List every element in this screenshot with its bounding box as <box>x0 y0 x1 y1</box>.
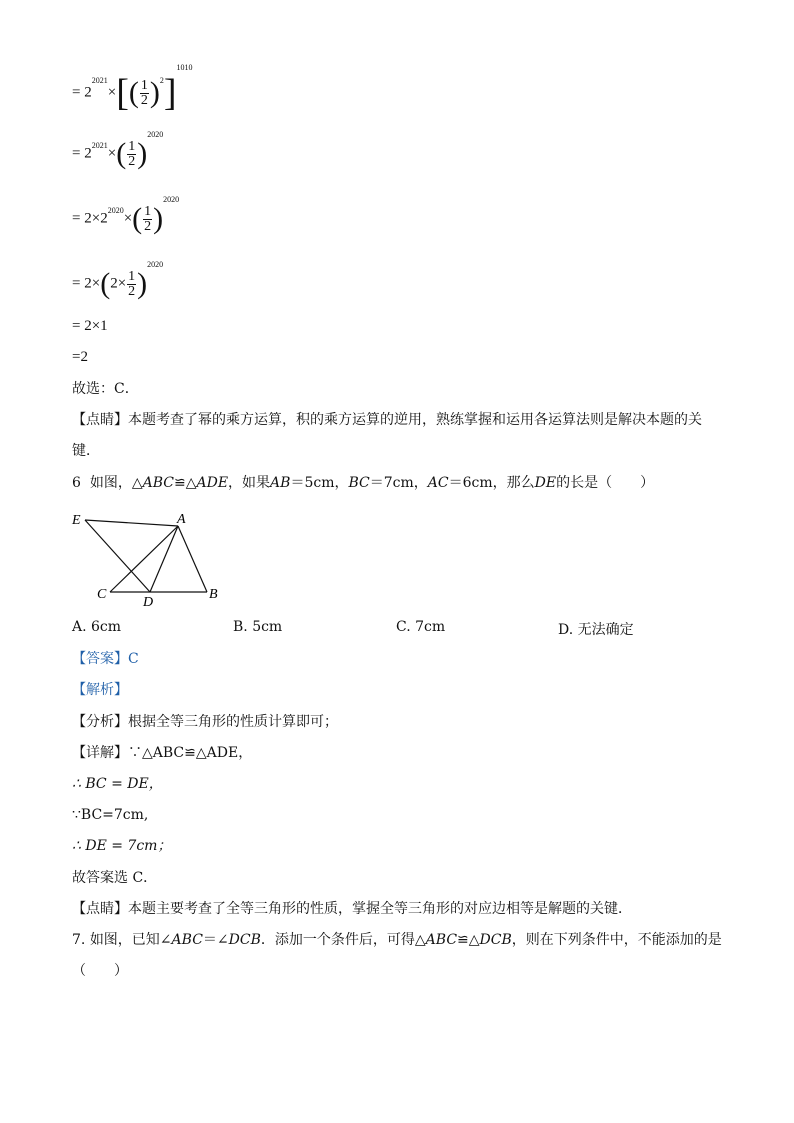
fraction <box>127 140 136 169</box>
q6-stem <box>72 473 654 493</box>
denominator: 2 <box>128 283 136 299</box>
triangle-dcb: DCB <box>479 932 512 948</box>
xiangjie-text: ∵△ABC≌△ADE， <box>128 745 253 761</box>
right-paren: ) <box>149 76 160 109</box>
step-2 <box>72 130 164 170</box>
left-paren: ( <box>100 267 111 300</box>
triangle-abc: ABC <box>142 475 174 491</box>
figure-lines <box>85 520 207 592</box>
right-paren: ) <box>137 267 148 300</box>
numerator: 1 <box>140 77 148 93</box>
base: 2 <box>84 84 92 101</box>
comment-tag: 【点睛】 <box>72 412 128 428</box>
stem-text: 的长是（ ） <box>556 475 655 491</box>
left-paren: ( <box>128 76 139 109</box>
left-paren: ( <box>132 202 143 235</box>
fraction <box>127 270 136 299</box>
equals-sign: = <box>72 84 81 101</box>
label-c: C <box>97 587 107 602</box>
proof-step-3: ∴ DE = 7cm； <box>72 838 172 854</box>
times-sign: × <box>117 275 127 292</box>
angle-dcb: DCB <box>228 932 261 948</box>
right-paren: ) <box>153 202 164 235</box>
comment-text: 本题考查了幂的乘方运算，积的乘方运算的逆用，熟练掌握和运用各运算法则是解决本题的关 <box>128 412 702 428</box>
proof-step-1: ∴ BC = DE， <box>72 776 163 792</box>
angle-abc: ABC <box>171 932 203 948</box>
analysis-tag: 【解析】 <box>72 682 128 698</box>
stem-text: ，则在下列条件中，不能添加的是 <box>511 932 722 948</box>
equals-angle: ＝∠ <box>202 932 229 948</box>
label-d: D <box>143 595 154 608</box>
option-a: A. 6cm <box>72 619 122 635</box>
segment-de: DE <box>534 475 557 491</box>
inner-exponent: 2 <box>159 76 164 85</box>
equals-sign: = <box>72 210 81 227</box>
equals-sign: = <box>72 145 81 162</box>
exponent: 2021 <box>91 141 108 150</box>
q7-paren: （ ） <box>72 963 128 979</box>
xiangjie-tag: 【详解】 <box>72 745 128 761</box>
option-c: C. 7cm <box>396 619 446 635</box>
triangle-figure <box>70 508 230 608</box>
fraction <box>143 205 152 234</box>
numerator: 1 <box>144 203 152 219</box>
triangle-ade: ADE <box>196 475 229 491</box>
step-4 <box>72 260 164 300</box>
fenxi-tag: 【分析】 <box>72 714 128 730</box>
equals-sign: = <box>72 275 81 292</box>
answer: 【答案】C <box>72 651 139 667</box>
congruent-sign: ≌△ <box>173 475 197 491</box>
ab-value: ＝5cm， <box>290 475 349 491</box>
stem-text: ．添加一个条件后，可得△ <box>260 932 426 948</box>
outer-exponent: 2020 <box>147 260 164 269</box>
question-number: 6 <box>72 475 81 491</box>
left-bracket: [ <box>116 72 129 114</box>
q6-comment <box>72 899 632 919</box>
q6-choice: 故答案选 C． <box>72 870 158 886</box>
times-sign: × <box>91 210 101 227</box>
q7-stem <box>72 930 722 950</box>
segment-ab: AB <box>270 475 291 491</box>
fenxi-text: 根据全等三角形的性质计算即可； <box>128 714 338 730</box>
congruent-sign: ≌△ <box>457 932 480 948</box>
times-sign: × <box>123 210 133 227</box>
outer-exponent: 2020 <box>163 195 180 204</box>
times-sign: × <box>107 84 117 101</box>
fraction <box>140 79 149 108</box>
label-e: E <box>72 513 81 528</box>
times-sign: × <box>91 275 101 292</box>
label-b: B <box>209 587 218 602</box>
q5-choice: 故选：C． <box>72 381 139 397</box>
outer-exponent: 2020 <box>147 130 164 139</box>
label-a: A <box>177 512 186 527</box>
segment-ac: AC <box>427 475 449 491</box>
exponent: 2020 <box>107 206 124 215</box>
bc-value: ＝7cm， <box>369 475 428 491</box>
outer-exponent: 1010 <box>176 63 193 72</box>
segment-bc: BC <box>348 475 370 491</box>
comment-text: 本题主要考查了全等三角形的性质，掌握全等三角形的对应边相等是解题的关键． <box>128 901 632 917</box>
triangle-abc: ABC <box>425 932 458 948</box>
q5-comment-cont: 键． <box>72 443 100 459</box>
coefficient: 2 <box>84 210 92 227</box>
proof-step-2: ∵BC=7cm, <box>72 807 149 823</box>
q5-comment <box>72 410 702 430</box>
step-3 <box>72 195 180 235</box>
ac-value: ＝6cm，那么 <box>448 475 535 491</box>
denominator: 2 <box>140 92 148 108</box>
step-1 <box>72 63 193 114</box>
numerator: 1 <box>128 138 136 154</box>
inner-coefficient: 2 <box>110 275 118 292</box>
denominator: 2 <box>128 153 136 169</box>
step-6: =2 <box>72 349 88 365</box>
stem-text: 如图，△ <box>89 475 143 491</box>
option-d: D. 无法确定 <box>558 622 634 638</box>
left-paren: ( <box>116 137 127 170</box>
stem-text: ，如果 <box>228 475 271 491</box>
stem-text: 如图，已知∠ <box>89 932 172 948</box>
question-number: 7. <box>72 932 86 948</box>
option-b: B. 5cm <box>233 619 283 635</box>
right-bracket: ] <box>163 72 177 114</box>
step-5: = 2×1 <box>72 318 108 334</box>
times-sign: × <box>107 145 117 162</box>
base: 2 <box>84 145 92 162</box>
denominator: 2 <box>144 218 152 234</box>
coefficient: 2 <box>84 275 92 292</box>
numerator: 1 <box>128 268 136 284</box>
exponent: 2021 <box>91 76 108 85</box>
right-paren: ) <box>137 137 148 170</box>
base: 2 <box>100 210 108 227</box>
fenxi <box>72 712 338 732</box>
xiangjie <box>72 743 252 763</box>
comment-tag: 【点睛】 <box>72 901 128 917</box>
